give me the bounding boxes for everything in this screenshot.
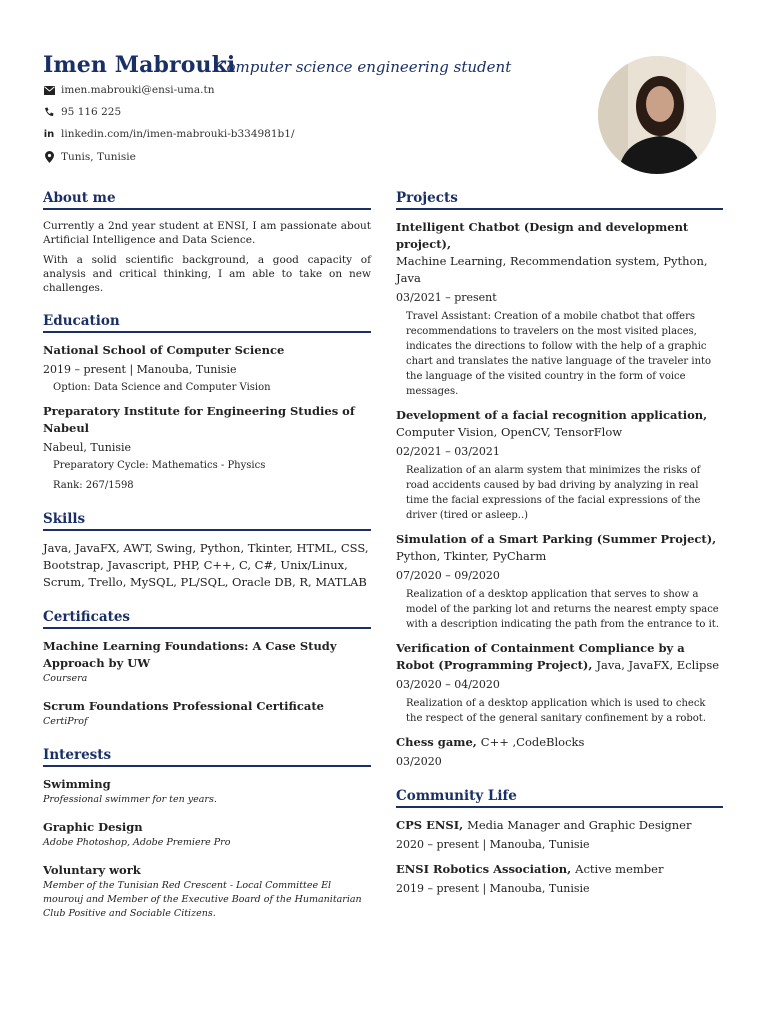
project-date: 03/2021 – present: [396, 291, 497, 304]
project-title: Intelligent Chatbot (Design and development project),: [396, 220, 689, 251]
contact-location: [43, 151, 136, 163]
education-meta: 2019 – present | Manouba, Tunisie: [43, 363, 237, 376]
project-tech: Machine Learning, Recommendation system, Python, Java: [396, 254, 708, 285]
certificate-issuer: CertiProf: [43, 716, 88, 727]
education-item: [43, 342, 371, 395]
interest-name: Voluntary work: [43, 863, 141, 877]
phone-icon: [43, 107, 55, 117]
contact-phone: [43, 106, 121, 118]
education-note: Rank: 267/1598: [53, 480, 134, 491]
project-item: [396, 407, 723, 523]
certificates-heading: Certificates: [43, 609, 371, 629]
skills-heading: Skills: [43, 511, 371, 531]
project-desc: Travel Assistant: Creation of a mobile chatbot that offers recommendations to travelers on the most visited places, indicates the directions to follow with the help of a graphic chart and translates the native language of the traveler into the language of the visited country in the form of voice messages.: [406, 311, 712, 397]
project-tech: Computer Vision, OpenCV, TensorFlow: [396, 425, 623, 439]
about-heading: About me: [43, 190, 371, 210]
community-meta: 2019 – present | Manouba, Tunisie: [396, 882, 590, 895]
mail-icon: [43, 86, 55, 95]
education-school: Preparatory Institute for Engineering Studies of Nabeul: [43, 404, 355, 435]
community-role: Active member: [575, 862, 664, 876]
contact-email: [43, 84, 214, 96]
interest-name: Swimming: [43, 777, 111, 791]
project-title: Development of a facial recognition application,: [396, 408, 708, 422]
community-org: ENSI Robotics Association,: [396, 862, 572, 876]
community-item: [396, 817, 723, 853]
left-column: [43, 190, 371, 921]
about-paragraph-2: With a solid scientific background, a good capacity of analysis and critical thinking, I am able to take on new challenges.: [43, 254, 371, 294]
interest-name: Graphic Design: [43, 820, 143, 834]
location-pin-icon: [43, 151, 55, 163]
community-heading: Community Life: [396, 788, 723, 808]
education-heading: Education: [43, 313, 371, 333]
community-org: CPS ENSI,: [396, 818, 464, 832]
linkedin-text: linkedin.com/in/imen-mabrouki-b334981b1/: [61, 128, 295, 140]
cv-name: Imen Mabrouki: [43, 52, 236, 78]
project-tech: Java, JavaFX, Eclipse: [596, 658, 720, 672]
project-item: [396, 219, 723, 399]
education-school: National School of Computer Science: [43, 343, 285, 357]
project-title: Chess game,: [396, 735, 477, 749]
project-date: 07/2020 – 09/2020: [396, 569, 500, 582]
project-tech: Python, Tkinter, PyCharm: [396, 549, 547, 563]
location-text: Tunis, Tunisie: [61, 151, 136, 163]
interest-item: [43, 819, 371, 850]
project-date: 03/2020: [396, 755, 442, 768]
interest-desc: Member of the Tunisian Red Crescent - Local Committee El mourouj and Member of the Executive Board of the Humanitarian Club Positive and Sociable Citizens.: [43, 880, 362, 919]
profile-photo: [598, 56, 716, 174]
project-date: 03/2020 – 04/2020: [396, 678, 500, 691]
project-desc: Realization of an alarm system that minimizes the risks of road accidents caused by bad driving by analyzing in real time the facial expressions of the facial expressions of the driver (tired or asleep..): [406, 465, 701, 521]
project-date: 02/2021 – 03/2021: [396, 445, 500, 458]
about-paragraph-1: Currently a 2nd year student at ENSI, I am passionate about Artificial Intelligence and Data Science.: [43, 220, 371, 246]
certificate-item: [43, 698, 371, 729]
certificate-issuer: Coursera: [43, 673, 88, 684]
phone-text: 95 116 225: [61, 106, 122, 118]
project-desc: Realization of a desktop application which is used to check the respect of the general sanitary confinement by a robot.: [406, 698, 706, 724]
community-meta: 2020 – present | Manouba, Tunisie: [396, 838, 590, 851]
project-item: [396, 640, 723, 726]
certificate-name: Scrum Foundations Professional Certificate: [43, 699, 324, 713]
interest-desc: Professional swimmer for ten years.: [43, 794, 217, 805]
education-note: Option: Data Science and Computer Vision: [53, 382, 271, 393]
education-note: Preparatory Cycle: Mathematics - Physics: [53, 460, 266, 471]
interests-heading: Interests: [43, 747, 371, 767]
cv-subtitle: Computer science engineering student: [215, 58, 512, 76]
project-desc: Realization of a desktop application that serves to show a model of the parking lot and returns the nearest empty space with a description indicating the path from the entrance to it.: [406, 589, 720, 630]
education-item: [43, 403, 371, 493]
interest-desc: Adobe Photoshop, Adobe Premiere Pro: [43, 837, 231, 848]
email-text: imen.mabrouki@ensi-uma.tn: [61, 84, 215, 96]
project-item: [396, 734, 723, 770]
interest-item: [43, 862, 371, 921]
project-item: [396, 531, 723, 632]
projects-heading: Projects: [396, 190, 723, 210]
interest-item: [43, 776, 371, 807]
linkedin-icon: in: [43, 128, 55, 140]
right-column: [396, 190, 723, 897]
contact-linkedin: [43, 128, 294, 140]
community-role: Media Manager and Graphic Designer: [467, 818, 692, 832]
project-title: Verification of Containment Compliance by a Robot (Programming Project),: [396, 641, 685, 672]
skills-list: Java, JavaFX, AWT, Swing, Python, Tkinter, HTML, CSS, Bootstrap, Javascript, PHP, C++, C, C#, Unix/Linux, Scrum, Trello, MySQL, PL/SQL, Oracle DB, R, MATLAB: [43, 541, 369, 589]
project-title: Simulation of a Smart Parking (Summer Project),: [396, 532, 717, 546]
certificate-item: [43, 638, 371, 686]
certificate-name: Machine Learning Foundations: A Case Study Approach by UW: [43, 639, 337, 670]
community-item: [396, 861, 723, 897]
project-tech: C++ ,CodeBlocks: [480, 735, 585, 749]
education-meta: Nabeul, Tunisie: [43, 441, 132, 454]
